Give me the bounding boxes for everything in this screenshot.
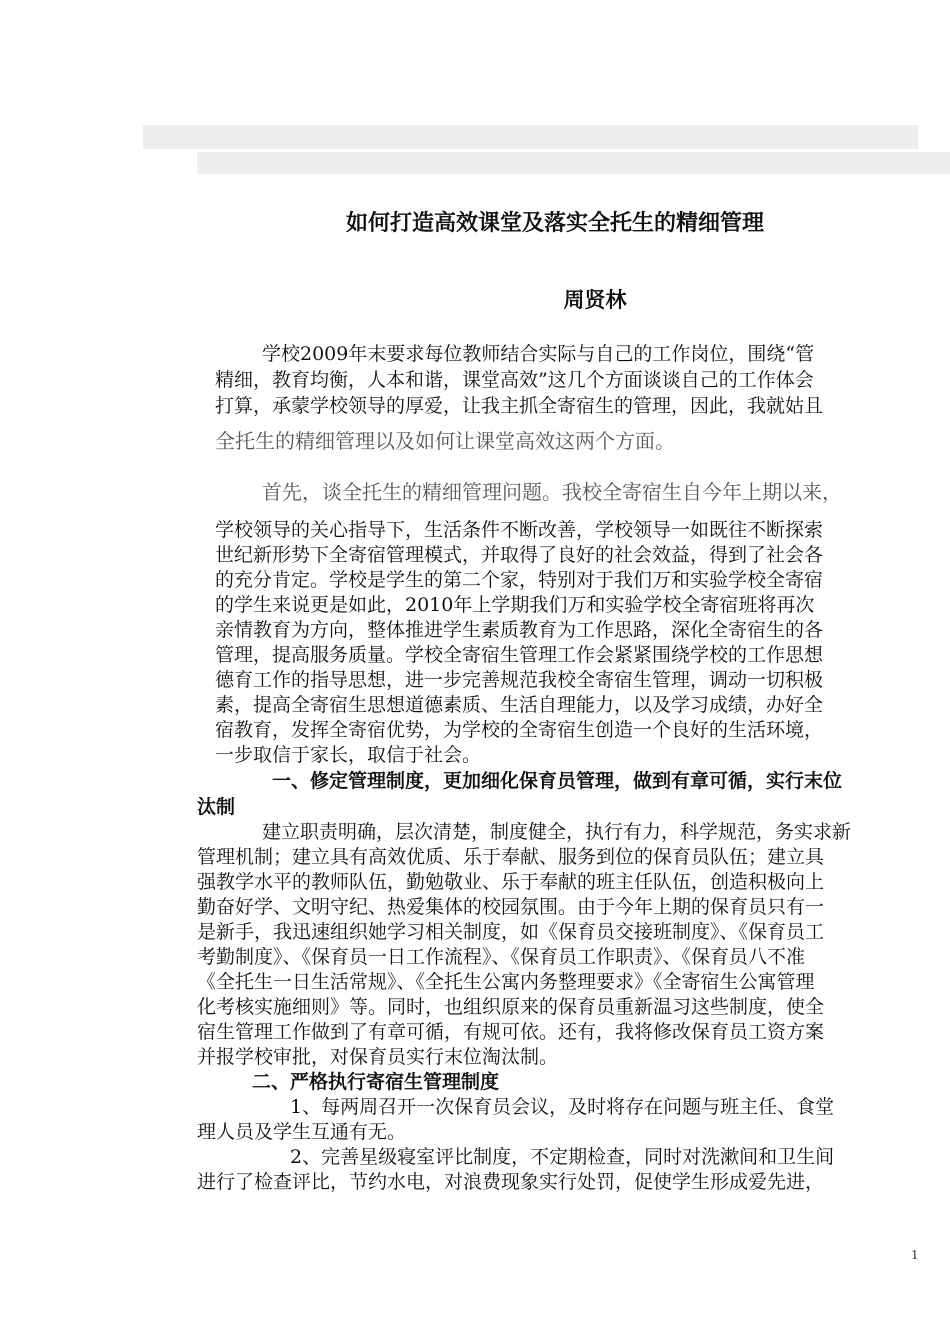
text-line: 理人员及学生互通有无。 — [197, 1121, 407, 1143]
text-line: 管理机制；建立具有高效优质、乐于奉献、服务到位的保育员队伍；建立具 — [197, 846, 825, 868]
text-line: 全托生的精细管理以及如何让课堂高效这两个方面。 — [215, 429, 675, 453]
text-line: 宿生管理工作做到了有章可循，有规可依。还有，我将修改保育员工资方案 — [197, 1021, 825, 1043]
text-line: 学校2009年末要求每位教师结合实际与自己的工作岗位，围绕“管 — [262, 343, 815, 365]
section-heading: 一、修定管理制度，更加细化保育员管理，做到有章可循，实行末位 — [272, 770, 843, 792]
text-line: 素，提高全寄宿生思想道德素质、生活自理能力，以及学习成绩，办好全 — [215, 694, 824, 716]
text-line: 进行了检查评比，节约水电，对浪费现象实行处罚，促使学生形成爱先进， — [197, 1171, 825, 1193]
text-line: 管理，提高服务质量。学校全寄宿生管理工作会紧紧围绕学校的工作思想 — [215, 644, 824, 666]
text-line: 强教学水平的教师队伍，勤勉敬业、乐于奉献的班主任队伍，创造积极向上 — [197, 871, 825, 893]
text-line: 宿教育，发挥全寄宿优势，为学校的全寄宿生创造一个良好的生活环境， — [215, 719, 824, 741]
text-line: 的充分肯定。学校是学生的第二个家，特别对于我们万和实验学校全寄宿 — [215, 569, 824, 591]
text-line: 建立职责明确，层次清楚，制度健全，执行有力，科学规范，务实求新 — [262, 821, 852, 843]
section-heading: 二、严格执行寄宿生管理制度 — [252, 1071, 500, 1093]
text-line: 《全托生一日生活常规》、《全托生公寓内务整理要求》《全寄宿生公寓管理 — [197, 971, 815, 993]
document-author: 周贤林 — [563, 287, 627, 312]
text-line: 的学生来说更是如此，2010年上学期我们万和实验学校全寄宿班将再次 — [215, 594, 815, 616]
header-band-2 — [197, 152, 950, 174]
text-line: 亲情教育为方向，整体推进学生素质教育为工作思路，深化全寄宿生的各 — [215, 619, 824, 641]
header-band — [143, 125, 918, 149]
document-title: 如何打造高效课堂及落实全托生的精细管理 — [345, 210, 764, 236]
text-line: 是新手，我迅速组织她学习相关制度，如《保育员交接班制度》、《保育员工 — [197, 921, 825, 943]
page-number: 1 — [911, 1248, 919, 1262]
text-line: 化考核实施细则》等。同时，也组织原来的保育员重新温习这些制度，使全 — [197, 996, 825, 1018]
text-line: 德育工作的指导思想，进一步完善规范我校全寄宿生管理，调动一切积极 — [215, 669, 824, 691]
text-line: 学校领导的关心指导下，生活条件不断改善，学校领导一如既往不断探索 — [215, 519, 824, 541]
text-line: 2、完善星级寝室评比制度，不定期检查，同时对洗漱间和卫生间 — [290, 1146, 835, 1168]
text-line: 一步取信于家长，取信于社会。 — [215, 744, 482, 766]
text-line: 并报学校审批，对保育员实行末位淘汰制。 — [197, 1046, 559, 1068]
text-line: 首先，谈全托生的精细管理问题。我校全寄宿生自今年上期以来， — [262, 480, 842, 504]
text-line: 1、每两周召开一次保育员会议，及时将存在问题与班主任、食堂 — [290, 1096, 835, 1118]
section-heading: 汰制 — [197, 796, 236, 818]
text-line: 世纪新形势下全寄宿管理模式，并取得了良好的社会效益，得到了社会各 — [215, 544, 824, 566]
text-line: 精细，教育均衡，人本和谐，课堂高效”这几个方面谈谈自己的工作体会 — [215, 369, 814, 391]
text-line: 勤奋好学、文明守纪、热爱集体的校园氛围。由于今年上期的保育员只有一 — [197, 896, 825, 918]
text-line: 考勤制度》、《保育员一日工作流程》、《保育员工作职责》、《保育员八不准 — [197, 946, 806, 968]
text-line: 打算，承蒙学校领导的厚爱，让我主抓全寄宿生的管理，因此，我就姑且 — [215, 395, 824, 417]
